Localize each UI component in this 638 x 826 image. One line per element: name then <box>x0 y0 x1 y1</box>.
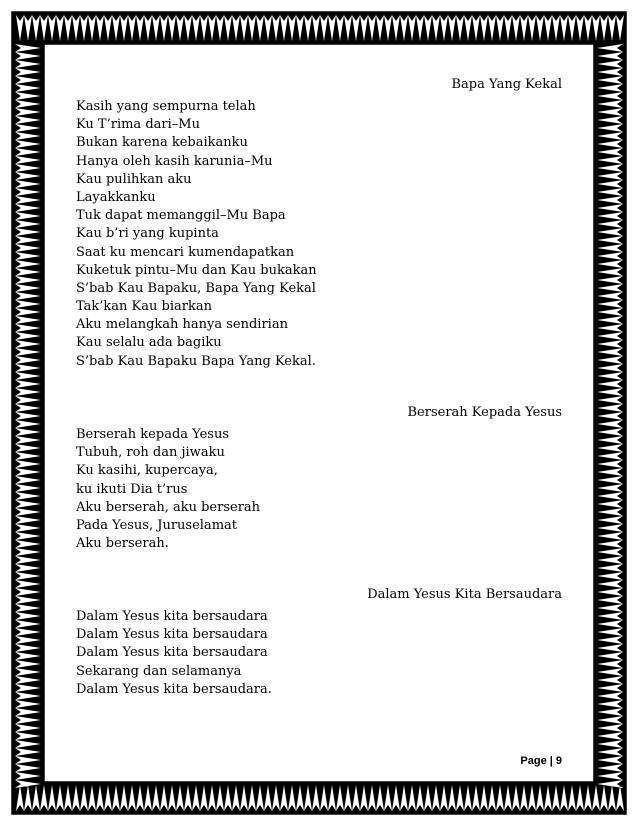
lyric-line: Ku T’rima dari–Mu <box>76 117 200 133</box>
lyric-line: Kau pulihkan aku <box>76 171 192 187</box>
lyric-line: Layakkanku <box>76 189 156 205</box>
lyric-line: ku ikuti Dia t’rus <box>76 481 188 497</box>
lyric-line: Aku melangkah hanya sendirian <box>76 317 288 333</box>
page-number: Page | 9 <box>520 755 562 767</box>
lyric-line: Pada Yesus, Juruselamat <box>76 517 237 533</box>
lyric-line: S’bab Kau Bapaku Bapa Yang Kekal. <box>76 353 316 369</box>
lyric-line: Ku kasihi, kupercaya, <box>76 463 218 479</box>
lyric-line: Tak’kan Kau biarkan <box>76 299 212 315</box>
lyric-line: Kau selalu ada bagiku <box>76 335 222 351</box>
lyric-line: Kuketuk pintu–Mu dan Kau bukakan <box>76 262 317 278</box>
song-lyrics <box>76 426 562 553</box>
lyric-line: Sekarang dan selamanya <box>76 663 242 679</box>
song-berserah-kepada-yesus <box>76 404 562 553</box>
song-title: Bapa Yang Kekal <box>451 77 562 92</box>
lyric-line: Dalam Yesus kita bersaudara <box>76 627 268 643</box>
lyric-line: Saat ku mencari kumendapatkan <box>76 244 295 260</box>
lyric-line: Tubuh, roh dan jiwaku <box>76 445 225 461</box>
lyric-line: Hanya oleh kasih karunia–Mu <box>76 153 273 169</box>
lyric-line: Bukan karena kebaikanku <box>76 135 248 151</box>
song-bapa-yang-kekal <box>76 76 562 371</box>
lyric-line: Berserah kepada Yesus <box>76 427 230 442</box>
song-dalam-yesus-kita-bersaudara <box>76 586 562 699</box>
lyric-line: Dalam Yesus kita bersaudara <box>76 609 268 624</box>
lyric-line: Tuk dapat memanggil–Mu Bapa <box>76 208 286 224</box>
song-lyrics <box>76 608 562 699</box>
lyric-line: Dalam Yesus kita bersaudara. <box>76 681 272 697</box>
lyric-line: Kasih yang sempurna telah <box>76 99 256 114</box>
lyric-line: Aku berserah, aku berserah <box>76 499 261 515</box>
lyric-line: Aku berserah. <box>76 536 169 552</box>
song-title: Dalam Yesus Kita Bersaudara <box>367 587 562 602</box>
lyric-line: Dalam Yesus kita bersaudara <box>76 645 268 661</box>
lyric-line: Kau b’ri yang kupinta <box>76 226 219 242</box>
song-title: Berserah Kepada Yesus <box>407 405 562 420</box>
song-lyrics <box>76 98 562 371</box>
lyric-line: S’bab Kau Bapaku, Bapa Yang Kekal <box>76 280 316 296</box>
page-content <box>76 70 562 770</box>
